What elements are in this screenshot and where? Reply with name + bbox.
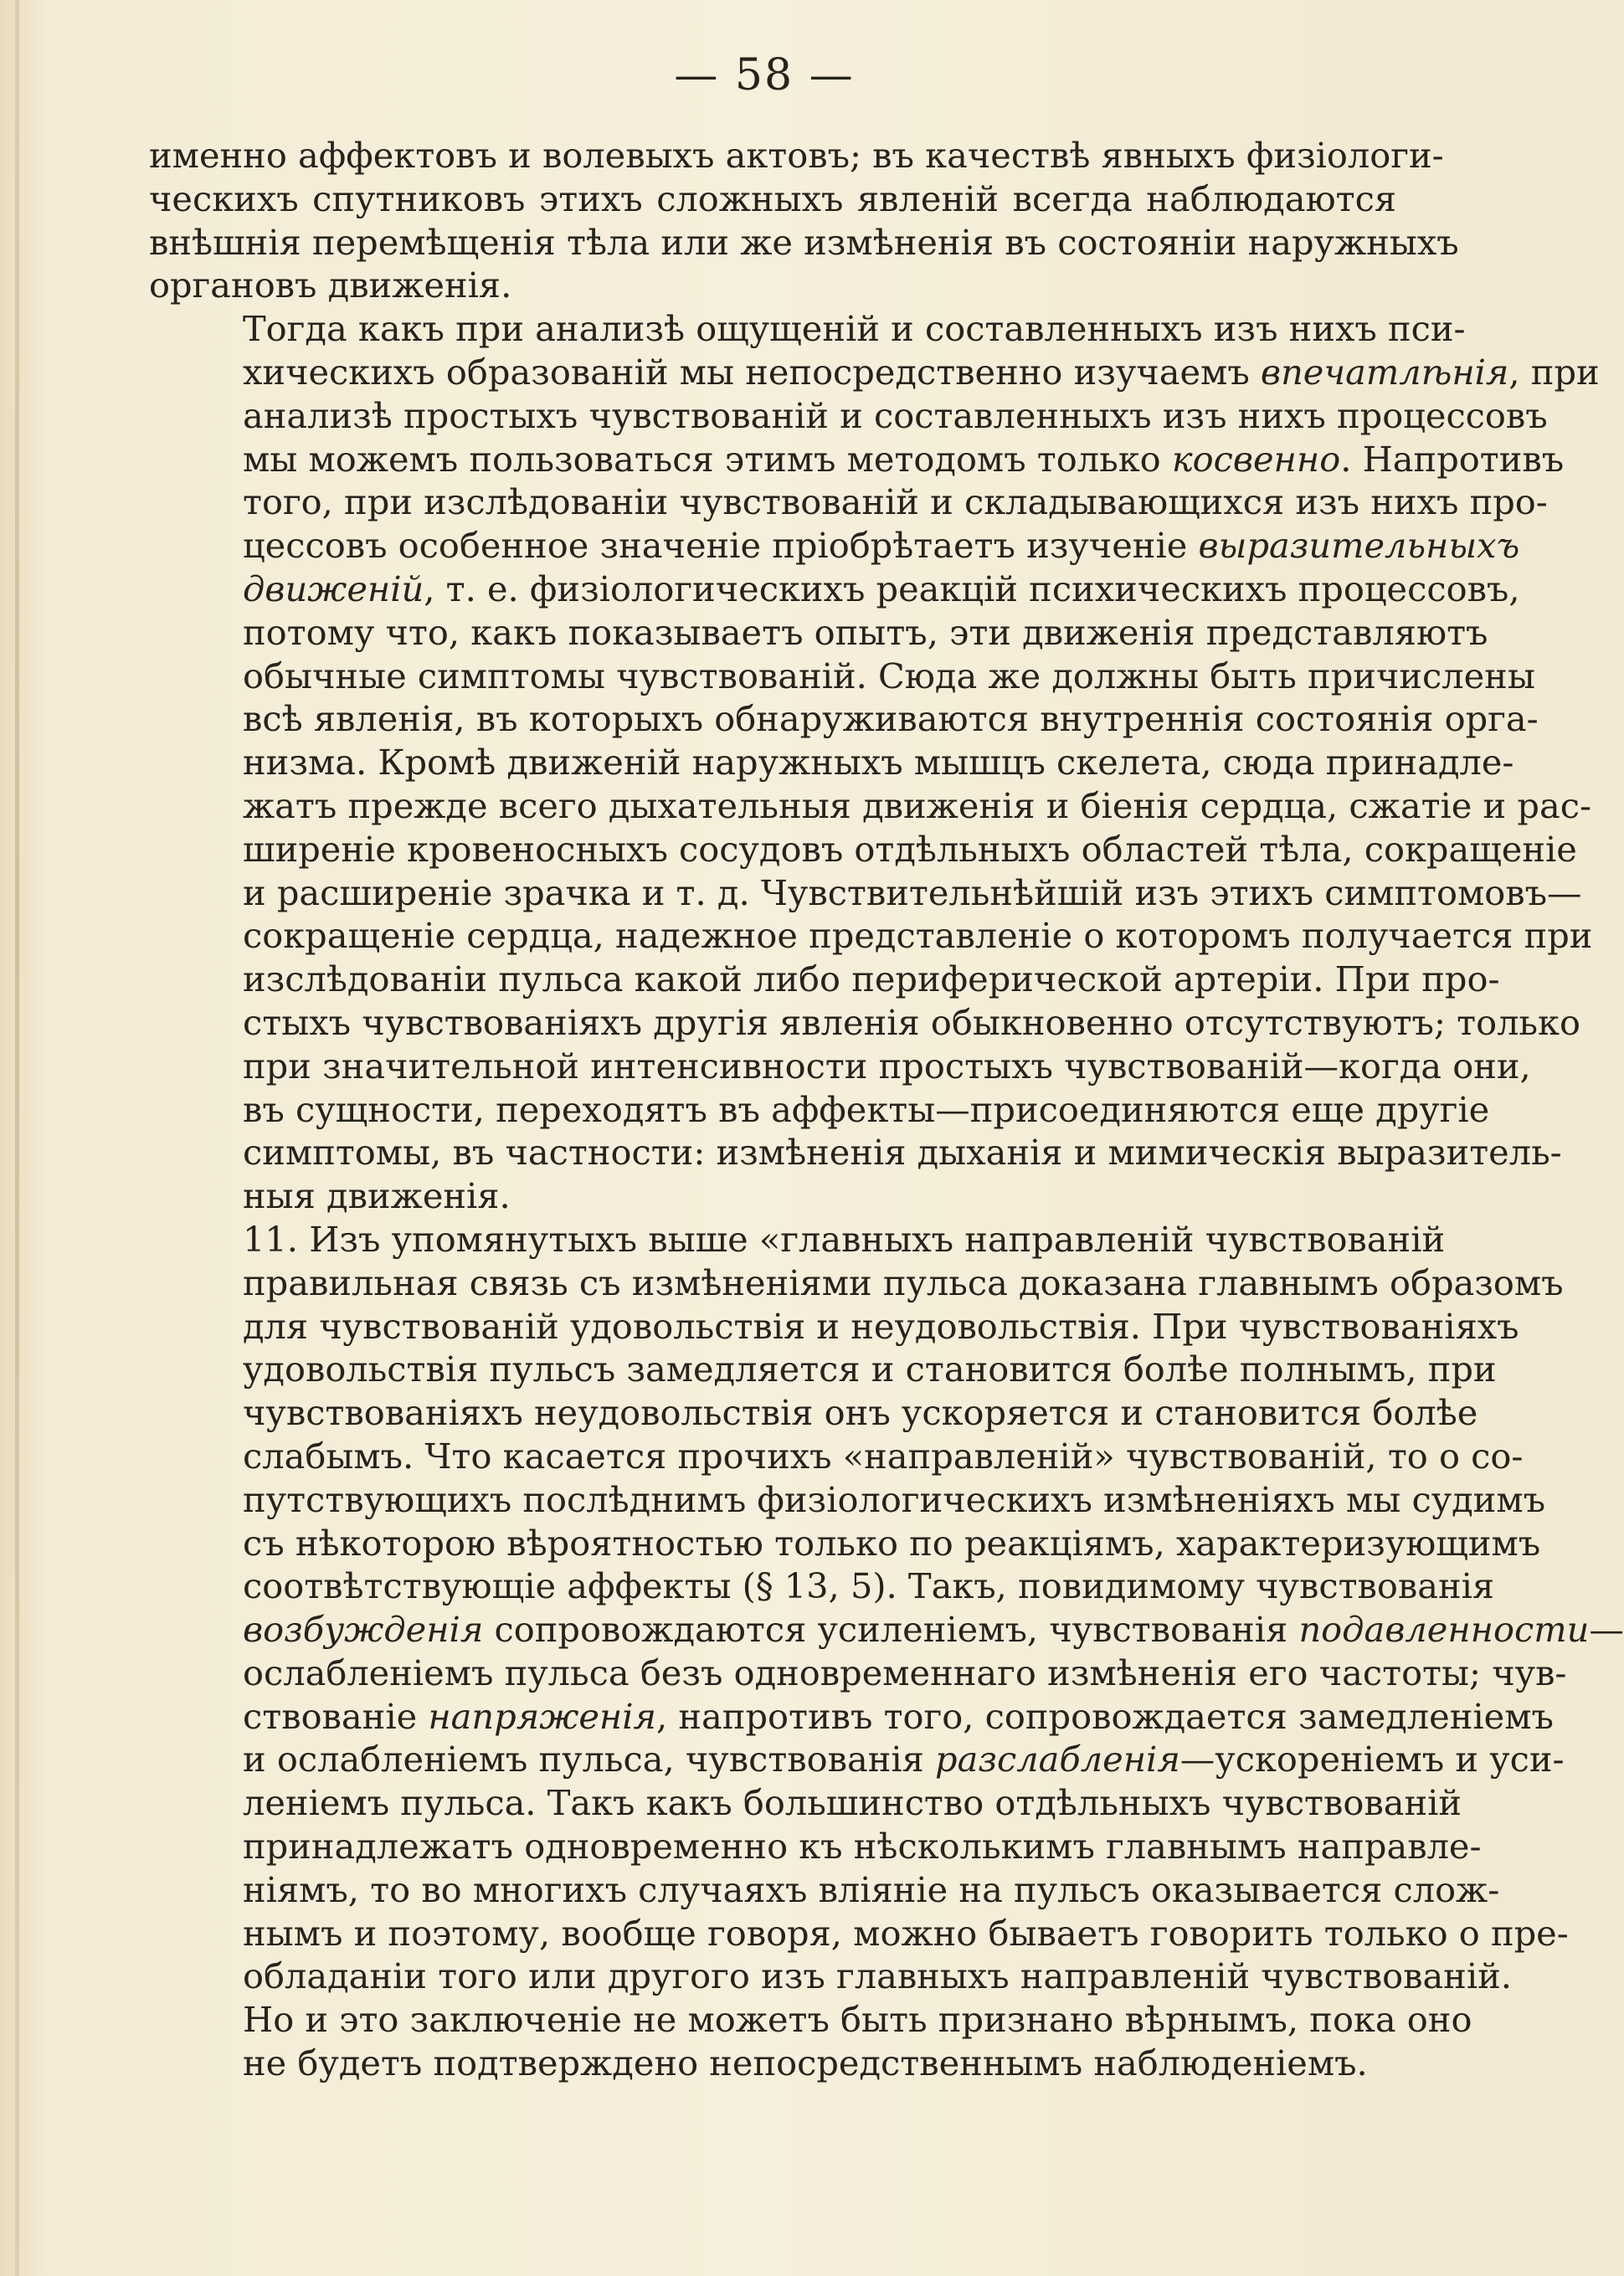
emphasis: напряженія [428,1695,657,1737]
text-line: ширеніе кровеносныхъ сосудовъ отдѣльныхъ областей тѣла, сокращеніе [243,828,1577,870]
text-line: ческихъ спутниковъ этихъ сложныхъ явленій всегда наблюдаются [149,177,1396,219]
text-line: всѣ явленія, въ которыхъ обнаруживаются внутреннія состоянія орга- [243,698,1539,740]
text-line: потому что, какъ показываетъ опытъ, эти движенія представляютъ [243,611,1488,653]
text-line: правильная связь съ измѣненіями пульса доказана главнымъ образомъ [243,1261,1564,1303]
text-line: ныя движенія. [243,1175,511,1217]
text-line: сокращеніе сердца, надежное представленіе о которомъ получается при [243,915,1593,957]
text-line: внѣшнія перемѣщенія тѣла или же измѣненія въ состояніи наружныхъ [149,221,1459,263]
text-line: того, при изслѣдованіи чувствованій и складывающихся изъ нихъ про- [243,481,1548,523]
page-edge-shadow [15,0,19,2276]
text-line: путствующихъ послѣднимъ физіологическихъ измѣненіяхъ мы судимъ [243,1478,1546,1520]
text-line: ніямъ, то во многихъ случаяхъ вліяніе на пульсъ оказывается слож- [243,1868,1500,1910]
text-line: принадлежатъ одновременно къ нѣсколькимъ главнымъ направле- [243,1826,1482,1868]
text-line: съ нѣкоторою вѣроятностью только по реакціямъ, характеризующимъ [243,1522,1541,1564]
emphasis: движеній [243,568,424,609]
paragraph-2 [149,307,1600,1218]
emphasis: косвенно [1171,438,1341,480]
text-line: симптомы, въ частности: измѣненія дыханія и мимическія выразитель- [243,1132,1562,1174]
text-line: и расширеніе зрачка и т. д. Чувствительнѣйшій изъ этихъ симптомовъ— [243,871,1582,913]
text-line: и ослабленіемъ пульса, чувствованія разслабленія—ускореніемъ и уси- [243,1739,1565,1780]
text-line: соотвѣтствующіе аффекты (§ 13, 5). Такъ, повидимому чувствованія [243,1565,1495,1607]
text-line: возбужденія сопровождаются усиленіемъ, чувствованія подавленности— [243,1609,1624,1651]
text-line: въ сущности, переходятъ въ аффекты—присоединяются еще другіе [243,1088,1490,1130]
emphasis: выразительныхъ [1198,525,1520,567]
text-line: 11. Изъ упомянутыхъ выше «главныхъ направленій чувствованій [243,1218,1446,1260]
text-line: Но и это заключеніе не можетъ быть признано вѣрнымъ, пока оно [243,1999,1472,2041]
text-line: Тогда какъ при анализѣ ощущеній и составленныхъ изъ нихъ пси- [243,308,1466,350]
text-line: хическихъ образованій мы непосредственно изучаемъ впечатлѣнія, при [243,351,1600,393]
emphasis: подавленности [1298,1609,1590,1651]
text-line: мы можемъ пользоваться этимъ методомъ только косвенно. Напротивъ [243,438,1565,480]
text-line: движеній, т. е. физіологическихъ реакцій психическихъ процессовъ, [243,568,1520,609]
text-line: изслѣдованіи пульса какой либо периферической артеріи. При про- [243,958,1500,1000]
text-line: чувствованіяхъ неудовольствія онъ ускоряется и становится болѣе [243,1392,1478,1434]
text-line: ствованіе напряженія, напротивъ того, сопровождается замедленіемъ [243,1695,1554,1737]
paragraph-1 [149,134,1459,307]
text-line: анализѣ простыхъ чувствованій и составленныхъ изъ нихъ процессовъ [243,394,1548,436]
emphasis: разслабленія [935,1739,1180,1780]
text-line: нымъ и поэтому, вообще говоря, можно бываетъ говорить только о пре- [243,1912,1569,1954]
text-line: органовъ движенія. [149,265,512,306]
text-line: удовольствія пульсъ замедляется и становится болѣе полнымъ, при [243,1349,1497,1390]
text-line: слабымъ. Что касается прочихъ «направленій» чувствованій, то о со- [243,1435,1524,1477]
emphasis: впечатлѣнія [1260,351,1509,393]
text-line: обычные симптомы чувствованій. Сюда же должны быть причислены [243,655,1535,696]
text-line: стыхъ чувствованіяхъ другія явленія обыкновенно отсутствуютъ; только [243,1001,1580,1043]
text-line: леніемъ пульса. Такъ какъ большинство отдѣльныхъ чувствованій [243,1782,1462,1824]
text-line: цессовъ особенное значеніе пріобрѣтаетъ изученіе выразительныхъ [243,525,1520,567]
paragraph-3 [149,1218,1624,2085]
text-line: не будетъ подтверждено непосредственнымъ наблюденіемъ. [243,2042,1368,2084]
text-line: именно аффектовъ и волевыхъ актовъ; въ качествѣ явныхъ физіологи- [149,135,1444,176]
page-number: — 58 — [674,50,855,100]
text-line: низма. Кромѣ движеній наружныхъ мышцъ скелета, сюда принадле- [243,742,1514,783]
emphasis: возбужденія [243,1609,484,1651]
text-line: обладаніи того или другого изъ главныхъ направленій чувствованій. [243,1955,1512,1997]
text-line: при значительной интенсивности простыхъ чувствованій—когда они, [243,1045,1531,1087]
body-text [149,134,1624,2085]
text-line: ослабленіемъ пульса безъ одновременнаго измѣненія его частоты; чув- [243,1652,1567,1693]
text-line: для чувствованій удовольствія и неудовольствія. При чувствованіяхъ [243,1305,1519,1347]
text-line: жатъ прежде всего дыхательныя движенія и біенія сердца, сжатіе и рас- [243,784,1591,826]
